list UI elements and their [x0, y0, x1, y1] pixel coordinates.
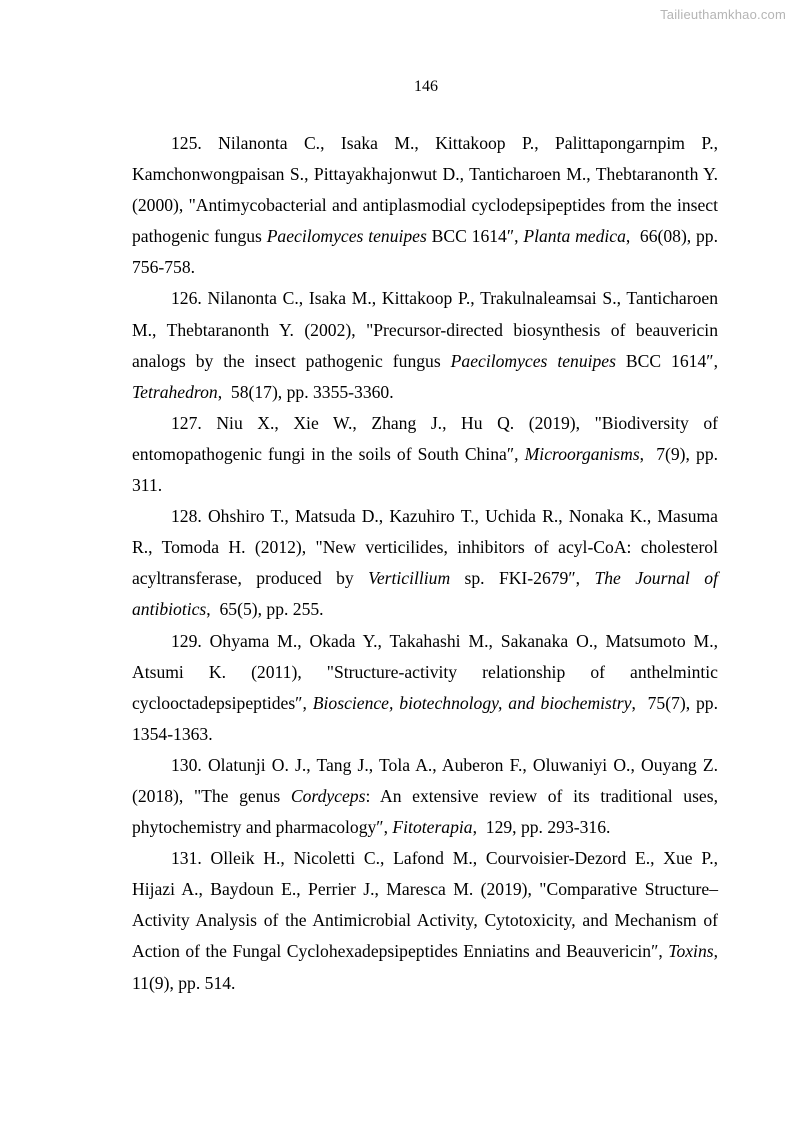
reference-text: BCC 1614″, — [426, 226, 524, 247]
reference-text: , 7(9), pp. 311. — [132, 443, 723, 496]
reference-text: , 66(08), pp. 756-758. — [132, 226, 723, 278]
reference-text: , 75(7), pp. 1354-1363. — [132, 692, 723, 744]
reference-text: , 65(5), pp. 255. — [206, 599, 324, 620]
reference-text: 129. Ohyama M., Okada Y., Takahashi M., Sakanaka O., Matsumoto M., Atsumi K. (2011), "Structure-activity relationship of anthelmintic cyclooctadepsipeptides″, — [132, 630, 723, 713]
reference-text: 128. Ohshiro T., Matsuda D., Kazuhiro T., Uchida R., Nonaka K., Masuma R., Tomoda H. (2012), "New verticilides, inhibitors of acyl-CoA: cholesterol acyltransferase, produced by — [132, 506, 723, 589]
journal-name: The Journal of antibiotics — [132, 568, 723, 620]
reference-text: , 58(17), pp. 3355-3360. — [217, 381, 394, 402]
reference-item-127 — [132, 408, 723, 501]
reference-item-128 — [132, 501, 723, 625]
reference-text: 125. Nilanonta C., Isaka M., Kittakoop P., Palittapongarnpim P., Kamchonwongpaisan S., Pittayakhajonwut D., Tanticharoen M., Thebtaranonth Y. (2000), "Antimycobacterial and antiplasmodial cyclodepsipeptides from the insect pathogenic fungus — [132, 133, 723, 247]
reference-text: BCC 1614″, — [615, 350, 723, 371]
reference-text: 126. Nilanonta C., Isaka M., Kittakoop P., Trakulnaleamsai S., Tanticharoen M., Thebtaranonth Y. (2002), "Precursor-directed biosynthesis of beauvericin analogs by the insect pathogenic fungus — [132, 288, 723, 371]
journal-name: Tetrahedron — [132, 381, 218, 402]
reference-italic-text: Verticillium — [368, 568, 451, 589]
reference-italic-text: Paecilomyces tenuipes — [450, 350, 616, 371]
watermark-text: Tailieuthamkhao.com — [660, 7, 786, 22]
journal-name: Bioscience, biotechnology, and biochemistry — [312, 692, 632, 713]
reference-text: 131. Olleik H., Nicoletti C., Lafond M., Courvoisier-Dezord E., Xue P., Hijazi A., Baydoun E., Perrier J., Maresca M. (2019), "Comparative Structure–Activity Analysis of the Antimicrobial Activity, Cytotoxicity, and Mechanism of Action of the Fungal Cyclohexadepsipeptides Enniatins and Beauvericin″, — [132, 848, 723, 962]
reference-item-126 — [132, 283, 723, 407]
journal-name: Fitoterapia — [392, 817, 473, 838]
reference-text: 127. Niu X., Xie W., Zhang J., Hu Q. (2019), "Biodiversity of entomopathogenic fungi in the soils of South China″, — [132, 412, 723, 464]
reference-text: : An extensive review of its traditional uses, phytochemistry and pharmacology″, — [132, 785, 723, 838]
journal-name: Toxins — [668, 941, 714, 962]
reference-italic-text: Cordyceps — [290, 785, 366, 806]
reference-text: sp. FKI-2679″, — [450, 568, 595, 589]
reference-item-131 — [132, 843, 727, 998]
reference-item-129 — [132, 626, 723, 750]
reference-item-130 — [132, 750, 723, 843]
reference-list — [132, 128, 727, 999]
reference-item-125 — [132, 128, 723, 283]
journal-name: Microorganisms — [524, 443, 640, 464]
reference-text: 130. Olatunji O. J., Tang J., Tola A., Auberon F., Oluwaniyi O., Ouyang Z. (2018), "The genus — [132, 754, 723, 806]
reference-text: , 129, pp. 293-316. — [472, 817, 611, 838]
journal-name: Planta medica — [523, 226, 626, 247]
reference-italic-text: Paecilomyces tenuipes — [266, 226, 427, 247]
reference-text: , 11(9), pp. 514. — [132, 941, 727, 993]
page-number: 146 — [414, 78, 438, 95]
